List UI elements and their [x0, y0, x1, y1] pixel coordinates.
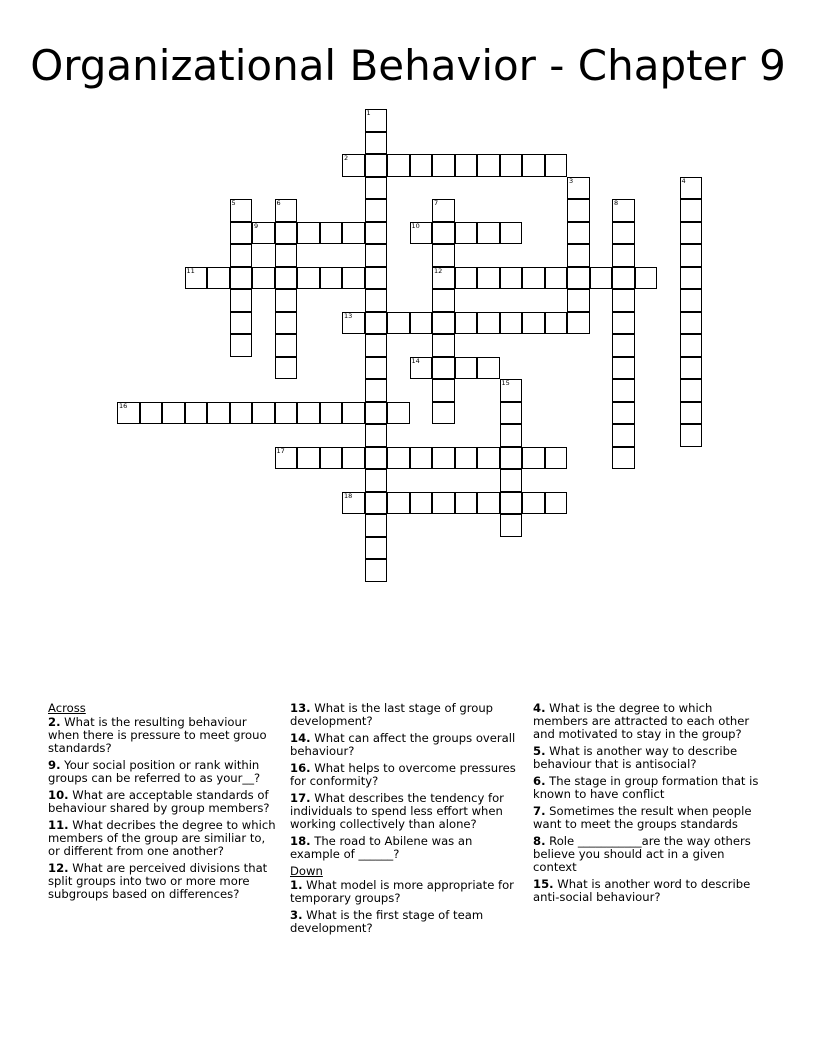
grid-cell[interactable]: [432, 312, 455, 335]
across-clue: 12. What are perceived divisions that split groups into two or more more subgroups based on differences?: [48, 861, 268, 901]
clue-number: 8: [614, 199, 619, 207]
grid-cell[interactable]: [455, 447, 478, 470]
grid-cell[interactable]: [365, 267, 388, 290]
grid-cell[interactable]: [635, 267, 658, 290]
grid-cell[interactable]: [410, 447, 433, 470]
down-clue: 4. What is the degree to which members are attracted to each other and motivated to stay in the group?: [533, 701, 750, 741]
grid-cell[interactable]: [230, 267, 253, 290]
grid-cell[interactable]: [522, 492, 545, 515]
grid-cell[interactable]: [612, 447, 635, 470]
grid-cell[interactable]: [342, 154, 365, 177]
grid-cell[interactable]: [365, 379, 388, 402]
down-clue: 7. Sometimes the result when people want to meet the groups standards: [533, 804, 752, 831]
grid-cell[interactable]: [230, 334, 253, 357]
grid-cell[interactable]: [500, 514, 523, 537]
grid-cell[interactable]: [230, 402, 253, 425]
grid-cell[interactable]: [365, 177, 388, 200]
grid-cell[interactable]: [612, 312, 635, 335]
grid-cell[interactable]: [500, 379, 523, 402]
grid-cell[interactable]: [342, 222, 365, 245]
grid-cell[interactable]: [612, 199, 635, 222]
grid-cell[interactable]: [252, 267, 275, 290]
grid-cell[interactable]: [432, 334, 455, 357]
grid-cell[interactable]: [680, 244, 703, 267]
grid-cell[interactable]: [477, 154, 500, 177]
across-clue: 9. Your social position or rank within groups can be referred to as your__?: [48, 758, 261, 785]
grid-cell[interactable]: [365, 312, 388, 335]
grid-cell[interactable]: [500, 267, 523, 290]
grid-cell[interactable]: [365, 199, 388, 222]
grid-cell[interactable]: [117, 402, 140, 425]
grid-cell[interactable]: [230, 199, 253, 222]
grid-cell[interactable]: [342, 447, 365, 470]
grid-cell[interactable]: [432, 357, 455, 380]
grid-cell[interactable]: [365, 402, 388, 425]
grid-cell[interactable]: [365, 357, 388, 380]
grid-cell[interactable]: [365, 289, 388, 312]
clue-number: 4: [681, 176, 686, 185]
grid-cell[interactable]: [477, 222, 500, 245]
grid-cell[interactable]: [230, 289, 253, 312]
grid-cell[interactable]: [297, 447, 320, 470]
clue-number: 1: [366, 109, 371, 117]
grid-cell[interactable]: [567, 199, 590, 222]
grid-cell[interactable]: [410, 357, 433, 380]
grid-cell[interactable]: [680, 379, 703, 402]
clue-number: 16: [119, 401, 128, 410]
grid-cell[interactable]: [612, 222, 635, 245]
down-clue: 15. What is another word to describe anti-social behaviour?: [533, 877, 751, 904]
grid-cell[interactable]: [680, 222, 703, 245]
grid-cell[interactable]: [522, 154, 545, 177]
grid-cell[interactable]: [545, 447, 568, 470]
grid-cell[interactable]: [477, 312, 500, 335]
grid-cell[interactable]: [320, 402, 343, 425]
grid-cell[interactable]: [230, 244, 253, 267]
grid-cell[interactable]: [387, 402, 410, 425]
grid-cell[interactable]: [275, 222, 298, 245]
grid-cell[interactable]: [365, 469, 388, 492]
grid-cell[interactable]: [275, 447, 298, 470]
grid-cell[interactable]: [612, 267, 635, 290]
across-clue: 11. What decribes the degree to which members of the group are similiar to, or different from one another?: [48, 818, 276, 858]
grid-cell[interactable]: [432, 267, 455, 290]
grid-cell[interactable]: [612, 334, 635, 357]
grid-cell[interactable]: [365, 537, 388, 560]
grid-cell[interactable]: [207, 402, 230, 425]
grid-cell[interactable]: [455, 154, 478, 177]
grid-cell[interactable]: [567, 289, 590, 312]
clue-number: 15: [501, 379, 510, 387]
grid-cell[interactable]: [455, 312, 478, 335]
clue-column-1: [48, 702, 280, 905]
grid-cell[interactable]: [455, 222, 478, 245]
grid-cell[interactable]: [680, 334, 703, 357]
grid-cell[interactable]: [432, 289, 455, 312]
grid-cell[interactable]: [252, 402, 275, 425]
clue-number: 13: [344, 311, 353, 320]
grid-cell[interactable]: [500, 424, 523, 447]
grid-cell[interactable]: [162, 402, 185, 425]
grid-cell[interactable]: [365, 132, 388, 155]
grid-cell[interactable]: [365, 559, 388, 582]
grid-cell[interactable]: [500, 447, 523, 470]
grid-cell[interactable]: [432, 492, 455, 515]
across-clue: 18. The road to Abilene was an example of ______?: [290, 834, 473, 861]
grid-cell[interactable]: [612, 379, 635, 402]
grid-cell[interactable]: [545, 312, 568, 335]
clue-number: 9: [254, 221, 259, 230]
grid-cell[interactable]: [500, 312, 523, 335]
grid-cell[interactable]: [455, 357, 478, 380]
clue-number: 12: [434, 266, 443, 275]
grid-cell[interactable]: [455, 267, 478, 290]
across-clue: 10. What are acceptable standards of behaviour shared by group members?: [48, 788, 270, 815]
grid-cell[interactable]: [320, 447, 343, 470]
grid-cell[interactable]: [275, 402, 298, 425]
grid-cell[interactable]: [410, 312, 433, 335]
grid-cell[interactable]: [297, 267, 320, 290]
down-heading: Down: [290, 864, 323, 878]
grid-cell[interactable]: [500, 402, 523, 425]
grid-cell[interactable]: [680, 357, 703, 380]
grid-cell[interactable]: [567, 222, 590, 245]
clue-number: 17: [276, 446, 285, 455]
grid-cell[interactable]: [680, 289, 703, 312]
grid-cell[interactable]: [432, 379, 455, 402]
grid-cell[interactable]: [545, 267, 568, 290]
grid-cell[interactable]: [432, 244, 455, 267]
across-clue: 17. What describes the tendency for individuals to spend less effort when working collectively than alone?: [290, 791, 504, 831]
grid-cell[interactable]: [500, 492, 523, 515]
grid-cell[interactable]: [365, 222, 388, 245]
grid-cell[interactable]: [432, 222, 455, 245]
across-clue: 2. What is the resulting behaviour when there is pressure to meet grouo standards?: [48, 715, 267, 755]
grid-cell[interactable]: [365, 109, 388, 132]
grid-cell[interactable]: [387, 154, 410, 177]
grid-cell[interactable]: [477, 267, 500, 290]
grid-cell[interactable]: [365, 492, 388, 515]
grid-cell[interactable]: [275, 357, 298, 380]
grid-cell[interactable]: [432, 447, 455, 470]
grid-cell[interactable]: [432, 154, 455, 177]
grid-cell[interactable]: [477, 447, 500, 470]
grid-cell[interactable]: [567, 177, 590, 200]
clue-number: 11: [186, 266, 195, 275]
grid-cell[interactable]: [680, 424, 703, 447]
grid-cell[interactable]: [477, 492, 500, 515]
grid-cell[interactable]: [545, 154, 568, 177]
grid-cell[interactable]: [680, 402, 703, 425]
grid-cell[interactable]: [680, 199, 703, 222]
grid-cell[interactable]: [590, 267, 613, 290]
grid-cell[interactable]: [612, 424, 635, 447]
grid-cell[interactable]: [275, 199, 298, 222]
grid-cell[interactable]: [522, 447, 545, 470]
grid-cell[interactable]: [297, 222, 320, 245]
across-clue: 13. What is the last stage of group development?: [290, 701, 494, 728]
grid-cell[interactable]: [500, 469, 523, 492]
down-clue: 5. What is another way to describe behaviour that is antisocial?: [533, 744, 738, 771]
clue-number: 14: [411, 356, 420, 365]
clue-number: 7: [434, 199, 439, 207]
across-heading: Across: [48, 701, 86, 715]
clue-number: 6: [276, 199, 281, 207]
grid-cell[interactable]: [567, 244, 590, 267]
grid-cell[interactable]: [612, 244, 635, 267]
puzzle-title: Organizational Behavior - Chapter 9: [30, 41, 786, 90]
grid-cell[interactable]: [387, 492, 410, 515]
grid-cell[interactable]: [320, 267, 343, 290]
grid-cell[interactable]: [365, 514, 388, 537]
clue-number: 18: [344, 491, 353, 500]
grid-cell[interactable]: [410, 154, 433, 177]
clue-number: 3: [569, 176, 574, 185]
grid-cell[interactable]: [342, 267, 365, 290]
grid-cell[interactable]: [500, 222, 523, 245]
clue-column-3: [533, 702, 765, 908]
grid-cell[interactable]: [365, 244, 388, 267]
grid-cell[interactable]: [230, 222, 253, 245]
grid-cell[interactable]: [455, 492, 478, 515]
grid-cell[interactable]: [365, 447, 388, 470]
grid-cell[interactable]: [342, 402, 365, 425]
grid-cell[interactable]: [275, 267, 298, 290]
grid-cell[interactable]: [320, 222, 343, 245]
grid-cell[interactable]: [230, 312, 253, 335]
grid-cell[interactable]: [567, 267, 590, 290]
grid-cell[interactable]: [387, 312, 410, 335]
grid-cell[interactable]: [612, 402, 635, 425]
grid-cell[interactable]: [432, 402, 455, 425]
grid-cell[interactable]: [342, 312, 365, 335]
grid-cell[interactable]: [680, 267, 703, 290]
grid-cell[interactable]: [477, 357, 500, 380]
grid-cell[interactable]: [612, 289, 635, 312]
down-clue: 3. What is the first stage of team development?: [290, 908, 484, 935]
grid-cell[interactable]: [185, 402, 208, 425]
down-clue: 1. What model is more appropriate for temporary groups?: [290, 878, 514, 905]
grid-cell[interactable]: [612, 357, 635, 380]
grid-cell[interactable]: [275, 289, 298, 312]
grid-cell[interactable]: [185, 267, 208, 290]
grid-cell[interactable]: [275, 244, 298, 267]
grid-cell[interactable]: [140, 402, 163, 425]
grid-cell[interactable]: [432, 199, 455, 222]
grid-cell[interactable]: [387, 447, 410, 470]
clue-column-2: [290, 702, 518, 939]
grid-cell[interactable]: [365, 154, 388, 177]
grid-cell[interactable]: [545, 492, 568, 515]
grid-cell[interactable]: [500, 154, 523, 177]
grid-cell[interactable]: [522, 267, 545, 290]
grid-cell[interactable]: [567, 312, 590, 335]
grid-cell[interactable]: [680, 312, 703, 335]
clue-number: 10: [411, 221, 420, 230]
grid-cell[interactable]: [522, 312, 545, 335]
across-clue: 14. What can affect the groups overall behaviour?: [290, 731, 516, 758]
clue-number: 5: [231, 199, 236, 207]
grid-cell[interactable]: [342, 492, 365, 515]
grid-cell[interactable]: [275, 334, 298, 357]
grid-cell[interactable]: [680, 177, 703, 200]
grid-cell[interactable]: [365, 334, 388, 357]
grid-cell[interactable]: [365, 424, 388, 447]
clue-number: 2: [344, 154, 349, 162]
grid-cell[interactable]: [207, 267, 230, 290]
grid-cell[interactable]: [275, 312, 298, 335]
grid-cell[interactable]: [252, 222, 275, 245]
across-clue: 16. What helps to overcome pressures for conformity?: [290, 761, 516, 788]
grid-cell[interactable]: [410, 492, 433, 515]
grid-cell[interactable]: [297, 402, 320, 425]
down-clue: 6. The stage in group formation that is known to have conflict: [533, 774, 759, 801]
down-clue: 8. Role ___________are the way others believe you should act in a given context: [533, 834, 751, 874]
grid-cell[interactable]: [410, 222, 433, 245]
